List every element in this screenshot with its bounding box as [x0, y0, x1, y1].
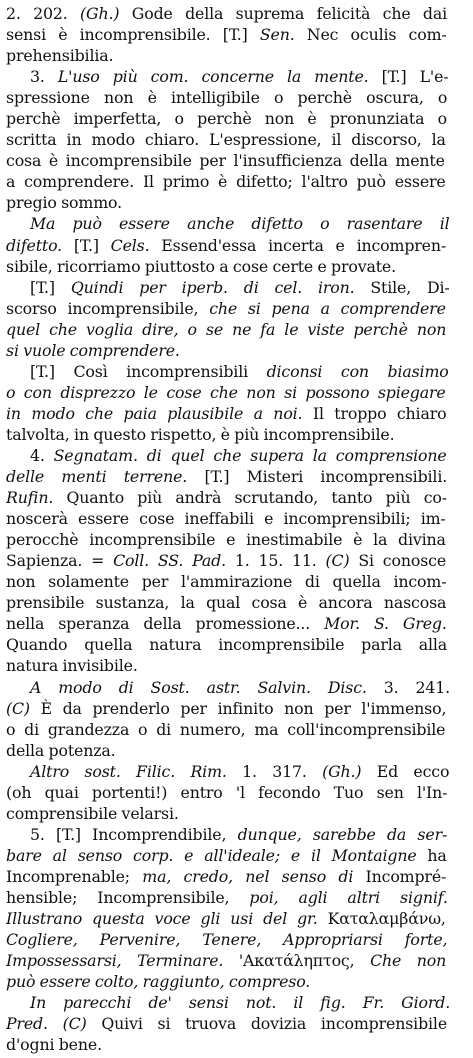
text-line	[6, 655, 467, 676]
text-run: Gode della suprema felicità che dai	[119, 4, 448, 23]
text-line	[6, 719, 467, 740]
italic-text-run: (C)	[325, 551, 350, 571]
text-line	[6, 150, 467, 171]
text-run: Stile, Di-	[354, 277, 450, 297]
text-run: 1. 317.	[226, 761, 323, 781]
text-line	[6, 24, 467, 45]
text-run: ha	[416, 845, 447, 865]
text-line	[6, 319, 467, 340]
text-run: della potenza.	[6, 740, 116, 760]
italic-text-run: Illustrano questa voce gli usi del gr.	[6, 909, 318, 929]
text-line	[6, 592, 467, 613]
italic-text-run: Sen.	[259, 25, 295, 45]
text-run: scorso incomprensibile,	[6, 298, 210, 318]
italic-text-run: diconsi con biasimo	[266, 361, 449, 381]
text-run: Incompré-	[353, 866, 447, 886]
text-line	[6, 677, 467, 698]
italic-text-run: (C)	[62, 1014, 87, 1034]
text-run: Si conosce	[349, 551, 447, 571]
text-line	[6, 529, 467, 550]
text-run: Incomprenable;	[6, 866, 143, 886]
text-run: pregio sommo.	[6, 193, 122, 213]
text-run: 5. [T.] Incomprendibile,	[30, 824, 238, 844]
italic-text-run: Rufin.	[6, 488, 54, 508]
text-line	[6, 235, 467, 256]
text-run: o di grandezza o di numero, ma coll'incomprensibile	[6, 719, 446, 739]
italic-text-run: Cogliere, Pervenire, Tenere, Appropriarsi forte,	[6, 930, 448, 950]
italic-text-run: Mor. S. Greg.	[324, 614, 447, 634]
text-run: È da prenderlo per infinito non per l'immenso,	[29, 698, 447, 718]
italic-text-run: Segnatam. di quel che supera la comprensione	[53, 445, 447, 465]
italic-text-run: che si pena a comprendere	[209, 298, 446, 318]
text-run: natura invisibile.	[6, 656, 138, 676]
italic-text-run: ma, credo, nel senso di	[142, 866, 354, 886]
text-line	[6, 213, 467, 234]
text-run: scritta in modo chiaro. L'espressione, il discorso, la	[6, 130, 446, 150]
italic-text-run: Ma può essere anche difetto o rasentare il	[30, 214, 450, 234]
text-run	[280, 846, 291, 865]
italic-text-run: difetto.	[6, 235, 63, 255]
text-line	[6, 992, 467, 1013]
text-line	[6, 550, 467, 571]
text-line	[6, 824, 467, 845]
text-run: perchè imperfetta, o perchè non è pronunziata o	[6, 109, 447, 129]
text-line	[6, 256, 467, 277]
text-run: Essend'essa incerta e incompren-	[149, 235, 447, 255]
italic-text-run: Cels.	[110, 235, 150, 255]
italic-text-run: Pred.	[6, 1014, 48, 1034]
dictionary-entry-text	[6, 3, 467, 1055]
text-run: Sapienza. =	[6, 551, 114, 571]
text-line	[6, 845, 467, 866]
text-line	[6, 277, 467, 298]
text-line	[6, 1034, 467, 1055]
text-run: nella speranza della promessione...	[6, 614, 325, 634]
italic-text-run: o con disprezzo le cose che non si possono spiegare	[6, 382, 446, 402]
text-run: d'ogni bene.	[6, 1035, 102, 1055]
text-line	[6, 108, 467, 129]
text-line	[6, 466, 467, 487]
text-line	[6, 403, 467, 424]
text-run: sibile, ricorriamo piuttosto a cose certe e provate.	[6, 256, 396, 276]
text-line	[6, 950, 467, 971]
text-run: 'Ακατάληπτος,	[223, 951, 371, 971]
text-line	[6, 929, 467, 950]
text-run: hensible; Incomprensibile,	[6, 887, 250, 907]
italic-text-run: e il Montaigne	[290, 845, 417, 865]
text-run: Ed ecco	[361, 761, 450, 781]
text-line	[6, 66, 467, 87]
text-line	[6, 192, 467, 213]
text-line	[6, 887, 467, 908]
italic-text-run: Quindi per iperb. di cel. iron.	[70, 277, 355, 297]
text-line	[6, 361, 467, 382]
text-run: sensi è incomprensibile. [T.]	[6, 25, 260, 45]
text-run: perocchè incomprensibile e inestimabile è la divina	[6, 530, 446, 550]
text-line	[6, 508, 467, 529]
text-line	[6, 908, 467, 929]
text-run: Quivi si truova dovizia incomprensibile	[86, 1014, 448, 1034]
italic-text-run: In parecchi de' sensi not. il fig. Fr. Giord.	[30, 993, 451, 1013]
text-run: non solamente per l'ammirazione di quella incom-	[6, 572, 447, 592]
text-run: (oh quai portenti!) entro 'l fecondo Tuo sen l'In-	[6, 782, 448, 802]
text-line	[6, 382, 467, 403]
text-line	[6, 424, 467, 445]
text-run: a comprendere. Il primo è difetto; l'altro può essere	[6, 172, 446, 192]
italic-text-run: (Gh.)	[322, 761, 362, 781]
text-run: 3. 241.	[366, 677, 451, 697]
text-line	[6, 866, 467, 887]
text-line	[6, 171, 467, 192]
text-line	[6, 340, 467, 361]
italic-text-run: si vuole comprendere.	[6, 340, 180, 360]
italic-text-run: in modo che paia plausibile a noi.	[6, 403, 303, 423]
text-run: [T.]	[62, 235, 111, 255]
text-run: prehensibilia.	[6, 46, 114, 66]
text-line	[6, 971, 467, 992]
italic-text-run: L'uso più com. concerne la mente.	[57, 67, 369, 87]
text-run: Nec oculis com-	[294, 25, 447, 45]
text-run: Il troppo chiaro	[302, 403, 447, 423]
text-line	[6, 634, 467, 655]
text-run: 2. 202.	[6, 4, 81, 23]
text-run: Quando quella natura incomprensibile parla alla	[6, 635, 448, 655]
text-run: Καταλαμβάνω,	[317, 909, 446, 929]
text-run: 3.	[30, 67, 58, 87]
text-line	[6, 1013, 467, 1034]
text-run: Quanto più andrà scrutando, tanto più co-	[53, 488, 447, 508]
italic-text-run: poi, agli altri signif.	[249, 887, 448, 907]
text-run: talvolta, in questo rispetto, è più incomprensibile.	[6, 424, 395, 444]
text-run: [T.] Misteri incomprensibili.	[187, 467, 448, 487]
italic-text-run: Coll. SS. Pad.	[113, 551, 226, 571]
text-line	[6, 613, 467, 634]
italic-text-run: Impossessarsi, Terminare.	[6, 951, 224, 971]
italic-text-run: Altro sost. Filic. Rim.	[30, 761, 227, 781]
italic-text-run: (C)	[6, 698, 30, 718]
italic-text-run: (Gh.)	[80, 4, 120, 23]
italic-text-run: bare al senso corp. e all'ideale;	[6, 845, 281, 865]
text-line	[6, 298, 467, 319]
text-line	[6, 803, 467, 824]
text-run: [T.]	[30, 277, 71, 297]
text-run: [T.] Così incomprensibili	[30, 361, 267, 381]
text-line	[6, 571, 467, 592]
text-run: noscerà essere cose ineffabili e incomprensibili; im-	[6, 509, 446, 529]
text-line	[6, 487, 467, 508]
text-run: [T.] L'e-	[368, 67, 449, 87]
text-line	[6, 740, 467, 761]
text-run: cosa è incomprensibile per l'insufficienza della mente	[6, 151, 445, 171]
italic-text-run: delle menti terrene.	[6, 467, 188, 487]
text-run: comprensibile velarsi.	[6, 803, 179, 823]
text-line	[6, 761, 467, 782]
italic-text-run: A modo di Sost. astr. Salvin. Disc.	[30, 677, 367, 697]
text-line	[6, 782, 467, 803]
text-line	[6, 698, 467, 719]
italic-text-run: può essere colto, raggiunto, compreso.	[6, 972, 311, 992]
text-line	[6, 3, 467, 24]
text-run	[48, 1014, 63, 1033]
italic-text-run: quel che voglia dire, o se ne fa le viste perchè non	[6, 319, 447, 339]
text-run: spressione non è intelligibile o perchè oscura, o	[6, 88, 448, 108]
text-line	[6, 129, 467, 150]
italic-text-run: Che non	[370, 951, 447, 971]
text-line	[6, 445, 467, 466]
text-run: prensibile sustanza, la qual cosa è ancora nascosa	[6, 593, 447, 613]
text-run: 4.	[30, 445, 54, 465]
text-line	[6, 45, 467, 66]
italic-text-run: dunque, sarebbe da ser-	[237, 824, 448, 844]
text-run: 1. 15. 11.	[225, 551, 326, 571]
text-line	[6, 87, 467, 108]
